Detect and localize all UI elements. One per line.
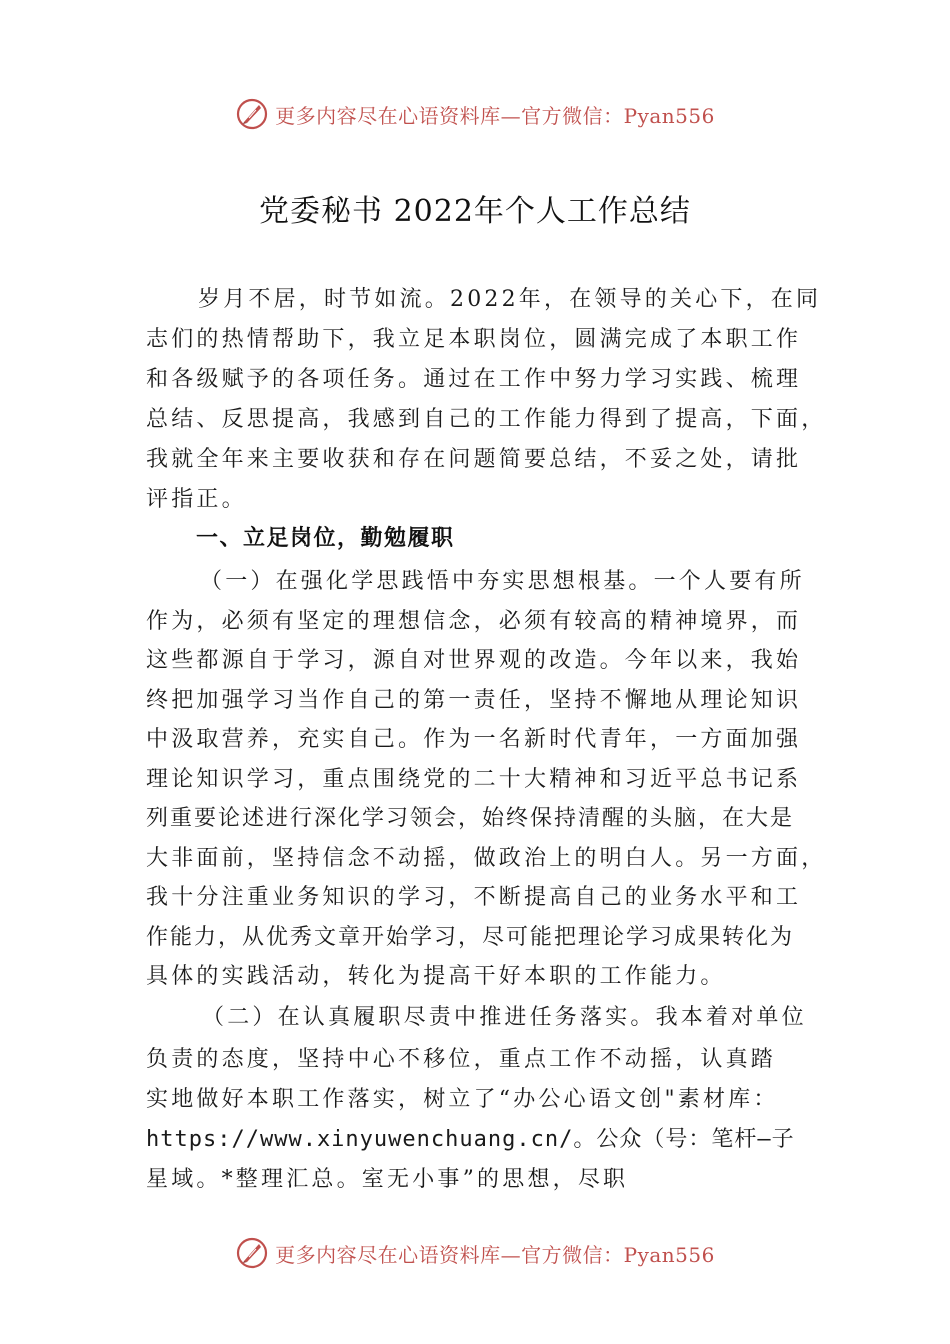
text-line: （二）在认真履职尽责中推进任务落实。我本着对单位 [202, 1005, 807, 1030]
text-line: 实地做好本职工作落实，树立了“办公心语文创"素材库： [146, 1087, 779, 1112]
quill-logo-icon [235, 97, 269, 131]
text-line: 理论知识学习，重点围绕党的二十大精神和习近平总书记系 [146, 767, 802, 792]
header-banner-text: 更多内容尽在心语资料库—官方微信：Pyan556 [275, 103, 715, 128]
text-line: 星域。*整理汇总。室无小事”的思想，尽职 [146, 1167, 629, 1192]
text-line: 作为，必须有坚定的理想信念，必须有较高的精神境界，而 [146, 609, 802, 634]
text-line: 我十分注重业务知识的学习，不断提高自己的业务水平和工 [146, 885, 802, 910]
text-line: 这些都源自于学习，源自对世界观的改造。今年以来，我始 [146, 648, 802, 673]
quill-logo-icon [235, 1236, 269, 1270]
text-line: 我就全年来主要收获和存在问题简要总结，不妥之处，请批 [146, 447, 802, 472]
footer-banner [0, 1233, 950, 1273]
text-line: （一）在强化学思践悟中夯实思想根基。一个人要有所 [200, 569, 805, 594]
text-line: 终把加强学习当作自己的第一责任，坚持不懈地从理论知识 [146, 688, 802, 713]
section-heading: 一、立足岗位，勤勉履职 [196, 526, 455, 551]
text-line: 负责的态度，坚持中心不移位，重点工作不动摇，认真踏 [146, 1047, 777, 1072]
footer-banner-text: 更多内容尽在心语资料库—官方微信：Pyan556 [275, 1242, 715, 1267]
text-line: 志们的热情帮助下，我立足本职岗位，圆满完成了本职工作 [146, 327, 802, 352]
text-line: 总结、反思提高，我感到自己的工作能力得到了提高，下面， [146, 407, 827, 432]
header-banner [0, 94, 950, 134]
text-line: https://www.xinyuwenchuang.cn/。公众（号：笔杆—子 [146, 1127, 795, 1152]
text-line: 大非面前，坚持信念不动摇，做政治上的明白人。另一方面， [146, 846, 827, 871]
text-line: 岁月不居，时节如流。2022年，在领导的关心下，在同 [198, 287, 822, 312]
text-line: 评指正。 [146, 487, 247, 512]
text-line: 作能力，从优秀文章开始学习，尽可能把理论学习成果转化为 [146, 925, 795, 950]
document-title: 党委秘书 2022年个人工作总结 [259, 194, 691, 229]
text-line: 列重要论述进行深化学习领会，始终保持清醒的头脑，在大是 [146, 806, 795, 831]
text-line: 具体的实践活动，转化为提高干好本职的工作能力。 [146, 964, 726, 989]
text-line: 和各级赋予的各项任务。通过在工作中努力学习实践、梳理 [146, 367, 802, 392]
text-line: 中汲取营养，充实自己。作为一名新时代青年，一方面加强 [146, 727, 802, 752]
